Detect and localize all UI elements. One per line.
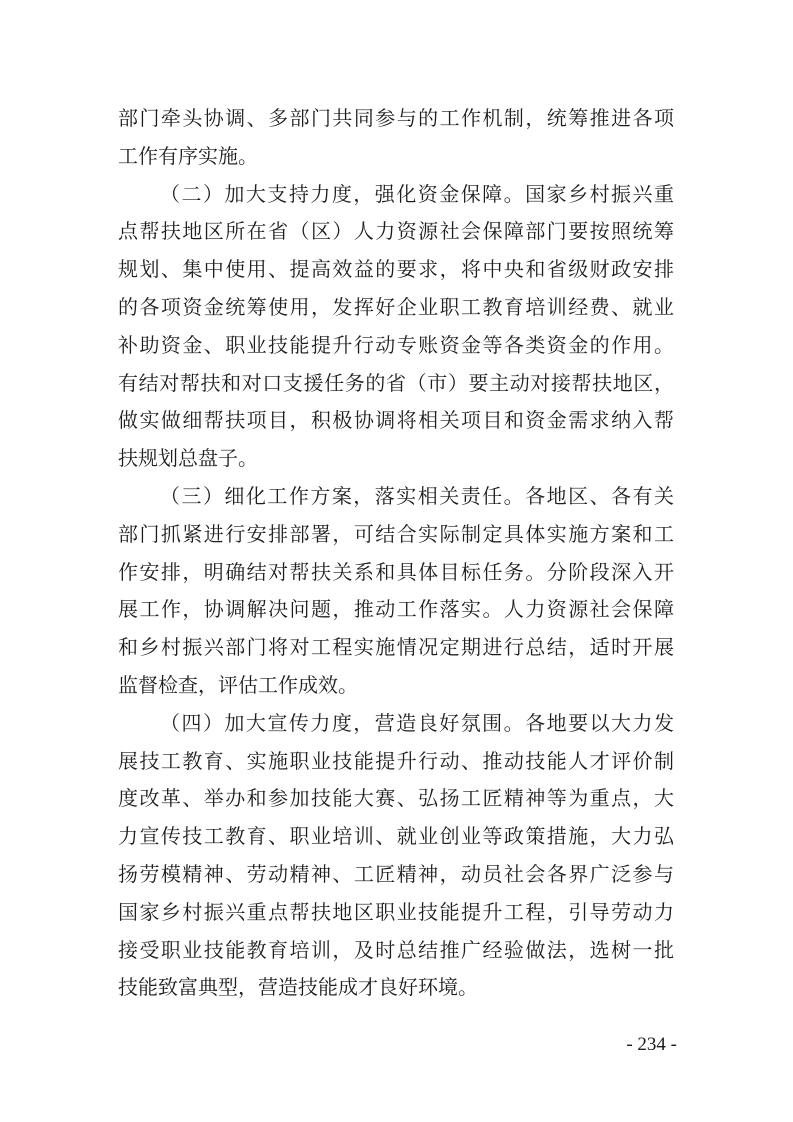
paragraph-section-2 [118,176,674,478]
text-line: 点帮扶地区所在省（区）人力资源社会保障部门要按照统筹 [118,219,674,244]
text-line: 工作有序实施。 [118,143,258,168]
text-line: 部门抓紧进行安排部署，可结合实际制定具体实施方案和工 [118,521,674,546]
section-heading-line: （三）细化工作方案，落实相关责任。各地区、各有关 [160,483,674,508]
text-line: 规划、集中使用、提高效益的要求，将中央和省级财政安排 [118,257,674,282]
text-line: 力宣传技工教育、职业培训、就业创业等政策措施，大力弘 [118,824,674,849]
text-line: 监督检查，评估工作成效。 [118,672,358,697]
text-line: 接受职业技能教育培训，及时总结推广经验做法，选树一批 [118,937,674,962]
text-line: 作安排，明确结对帮扶关系和具体目标任务。分阶段深入开 [118,559,674,584]
section-heading-line: （二）加大支持力度，强化资金保障。国家乡村振兴重 [160,181,674,206]
text-line: 度改革、举办和参加技能大赛、弘扬工匠精神等为重点，大 [118,786,674,811]
text-line: 扶规划总盘子。 [118,446,258,471]
section-heading-line: （四）加大宣传力度，营造良好氛围。各地要以大力发 [160,710,674,735]
text-line: 国家乡村振兴重点帮扶地区职业技能提升工程，引导劳动力 [118,899,674,924]
paragraph-section-4 [118,705,674,1007]
text-line: 有结对帮扶和对口支援任务的省（市）要主动对接帮扶地区， [118,370,674,395]
paragraph-continuation [118,100,674,176]
text-line: 的各项资金统筹使用，发挥好企业职工教育培训经费、就业 [118,294,674,319]
text-line: 技能致富典型，营造技能成才良好环境。 [118,975,478,1000]
text-line: 展技工教育、实施职业技能提升行动、推动技能人才评价制 [118,748,674,773]
page-number: - 234 - [626,1034,677,1055]
paragraph-section-3 [118,478,674,705]
text-line: 补助资金、职业技能提升行动专账资金等各类资金的作用。 [118,332,674,357]
text-line: 和乡村振兴部门将对工程实施情况定期进行总结，适时开展 [118,635,674,660]
text-line: 做实做细帮扶项目，积极协调将相关项目和资金需求纳入帮 [118,408,674,433]
text-line: 部门牵头协调、多部门共同参与的工作机制，统筹推进各项 [118,106,674,130]
text-line: 展工作，协调解决问题，推动工作落实。人力资源社会保障 [118,597,674,622]
document-body [118,100,674,1007]
text-line: 扬劳模精神、劳动精神、工匠精神，动员社会各界广泛参与 [118,861,674,886]
